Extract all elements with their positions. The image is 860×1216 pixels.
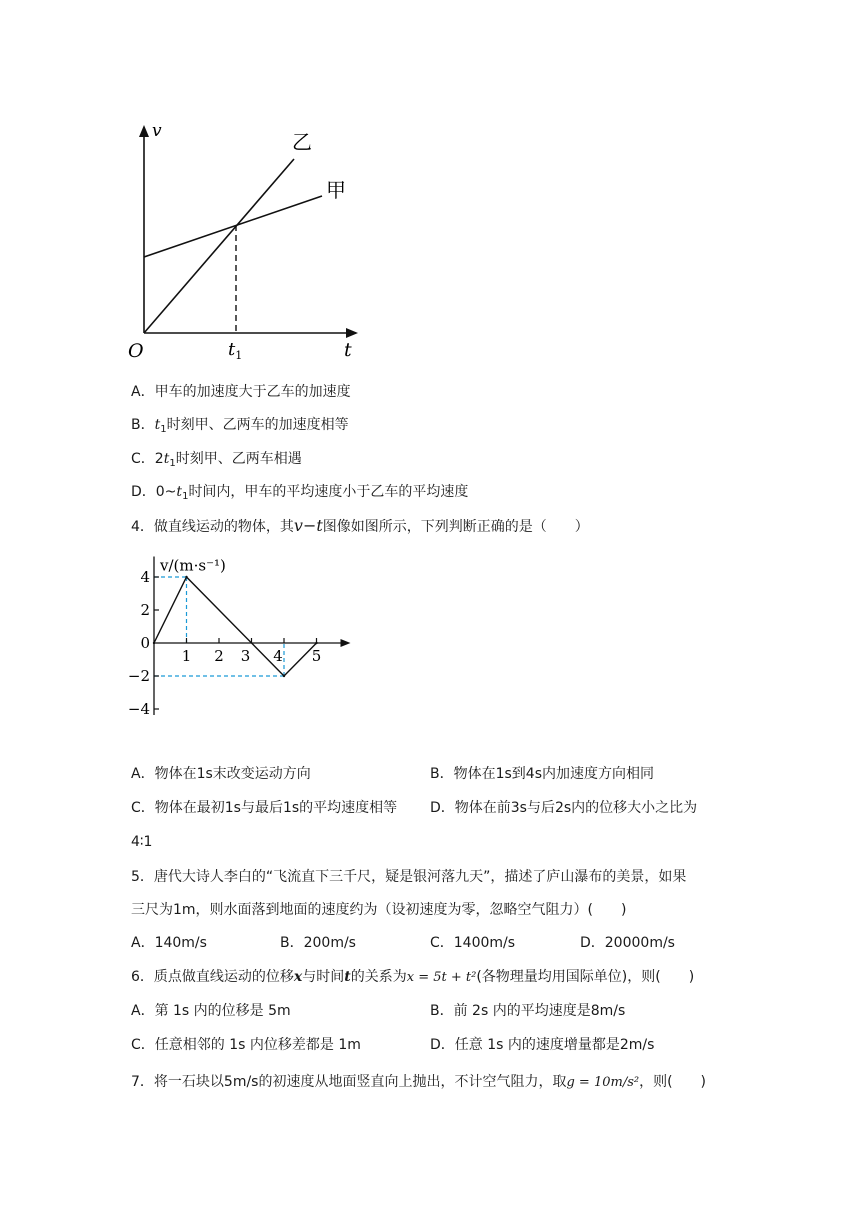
stem-text: 4．做直线运动的物体，其 bbox=[131, 519, 294, 535]
q7-stem bbox=[131, 1072, 706, 1093]
var-t: t bbox=[154, 417, 161, 433]
stem-text: 的关系为 bbox=[350, 969, 407, 985]
q3-option-b[interactable] bbox=[131, 415, 349, 440]
series-line-0 bbox=[154, 577, 317, 676]
data-point bbox=[283, 675, 285, 677]
stem-text: 7．将一石块以5m/s的初速度从地面竖直向上抛出，不计空气阻力，取 bbox=[131, 1074, 567, 1090]
label-jia: 甲 bbox=[326, 178, 346, 202]
data-point bbox=[315, 642, 317, 644]
x-tick-label: 3 bbox=[240, 647, 251, 665]
option-text: 时间内，甲车的平均速度小于乙车的平均速度 bbox=[188, 484, 469, 500]
line-jia bbox=[144, 196, 322, 257]
q3-option-a[interactable]: A．甲车的加速度大于乙车的加速度 bbox=[131, 384, 351, 400]
q6-option-a[interactable]: A．第 1s 内的位移是 5m bbox=[131, 1003, 291, 1019]
q4-stem bbox=[131, 516, 589, 537]
var-t: t bbox=[176, 484, 183, 500]
q5-stem-line2: 三尺为1m，则水面落到地面的速度约为（设初速度为零，忽略空气阻力）( ) bbox=[131, 902, 627, 918]
var-t: t bbox=[344, 969, 351, 985]
y-tick-label: 4 bbox=[140, 568, 150, 586]
y-axis-label: v/(m·s⁻¹) bbox=[160, 556, 226, 575]
q5-option-c[interactable]: C．1400m/s bbox=[430, 935, 516, 951]
q5-option-a[interactable]: A．140m/s bbox=[131, 935, 207, 951]
var-x: x bbox=[293, 969, 303, 985]
q5-stem-line1: 5．唐代大诗人李白的“飞流直下三千尺，疑是银河落九天”，描述了庐山瀑布的美景，如果 bbox=[131, 869, 687, 885]
q4-option-c[interactable]: C．物体在最初1s与最后1s的平均速度相等 bbox=[131, 800, 398, 816]
q6-option-b[interactable]: B．前 2s 内的平均速度是8m/s bbox=[430, 1003, 626, 1019]
y-tick-label: −4 bbox=[127, 700, 150, 718]
q3-option-c[interactable] bbox=[131, 449, 302, 474]
t-axis-label: t bbox=[344, 339, 352, 361]
subscript: 1 bbox=[182, 491, 189, 502]
option-label: C．2 bbox=[131, 451, 164, 467]
q6-option-c[interactable]: C．任意相邻的 1s 内位移差都是 1m bbox=[131, 1037, 361, 1053]
option-text: 时刻甲、乙两车的加速度相等 bbox=[166, 417, 349, 433]
line-yi bbox=[144, 159, 294, 333]
stem-text: ，则( ) bbox=[639, 1074, 707, 1090]
t1-tick-label: $t_1$ bbox=[228, 339, 243, 362]
formula-x: x = 5t + t² bbox=[406, 970, 477, 985]
y-tick-label: 0 bbox=[140, 634, 150, 652]
q5-option-d[interactable]: D．20000m/s bbox=[580, 935, 675, 951]
x-tick-label: 5 bbox=[311, 647, 322, 665]
stem-text: 6．质点做直线运动的位移 bbox=[131, 969, 294, 985]
q4-option-b[interactable]: B．物体在1s到4s内加速度方向相同 bbox=[430, 766, 655, 782]
q3-option-d[interactable] bbox=[131, 482, 468, 507]
x-tick-label: 4 bbox=[273, 647, 283, 665]
x-tick-label: 2 bbox=[214, 647, 224, 665]
x-tick-label: 1 bbox=[181, 647, 192, 665]
q6-option-d[interactable]: D．任意 1s 内的速度增量都是2m/s bbox=[430, 1037, 655, 1053]
stem-text: 与时间 bbox=[302, 969, 345, 985]
label-yi: 乙 bbox=[292, 130, 312, 154]
stem-text: 图像如图所示，下列判断正确的是（ ） bbox=[322, 519, 589, 535]
v-axis-arrow bbox=[139, 125, 149, 137]
q6-stem bbox=[131, 967, 694, 988]
y-tick-label: 2 bbox=[140, 601, 150, 619]
option-label: D．0~ bbox=[131, 484, 177, 500]
var-t: t bbox=[163, 451, 170, 467]
q4-option-d[interactable]: D．物体在前3s与后2s内的位移大小之比为 bbox=[430, 800, 698, 816]
vt-figure-jia-yi bbox=[120, 115, 380, 365]
formula-g: g = 10m/s² bbox=[566, 1075, 640, 1090]
y-tick-label: −2 bbox=[127, 667, 150, 685]
stem-text: (各物理量均用国际单位)，则( ) bbox=[476, 969, 695, 985]
subscript: 1 bbox=[160, 424, 167, 435]
origin-label: O bbox=[128, 340, 144, 362]
data-point bbox=[153, 642, 155, 644]
q4-option-a[interactable]: A．物体在1s末改变运动方向 bbox=[131, 766, 311, 782]
formula-v-t: v−t bbox=[293, 516, 323, 535]
subscript: 1 bbox=[169, 458, 176, 469]
option-label: B． bbox=[131, 417, 155, 433]
q5-option-b[interactable]: B．200m/s bbox=[280, 935, 356, 951]
data-point bbox=[185, 576, 187, 578]
v-axis-label: v bbox=[152, 121, 162, 141]
vt-chart bbox=[126, 548, 366, 723]
t-axis-arrow bbox=[346, 328, 358, 338]
t-axis-arrow bbox=[341, 639, 351, 647]
q4-option-d-continued: 4∶1 bbox=[131, 834, 153, 850]
option-text: 时刻甲、乙两车相遇 bbox=[175, 451, 302, 467]
